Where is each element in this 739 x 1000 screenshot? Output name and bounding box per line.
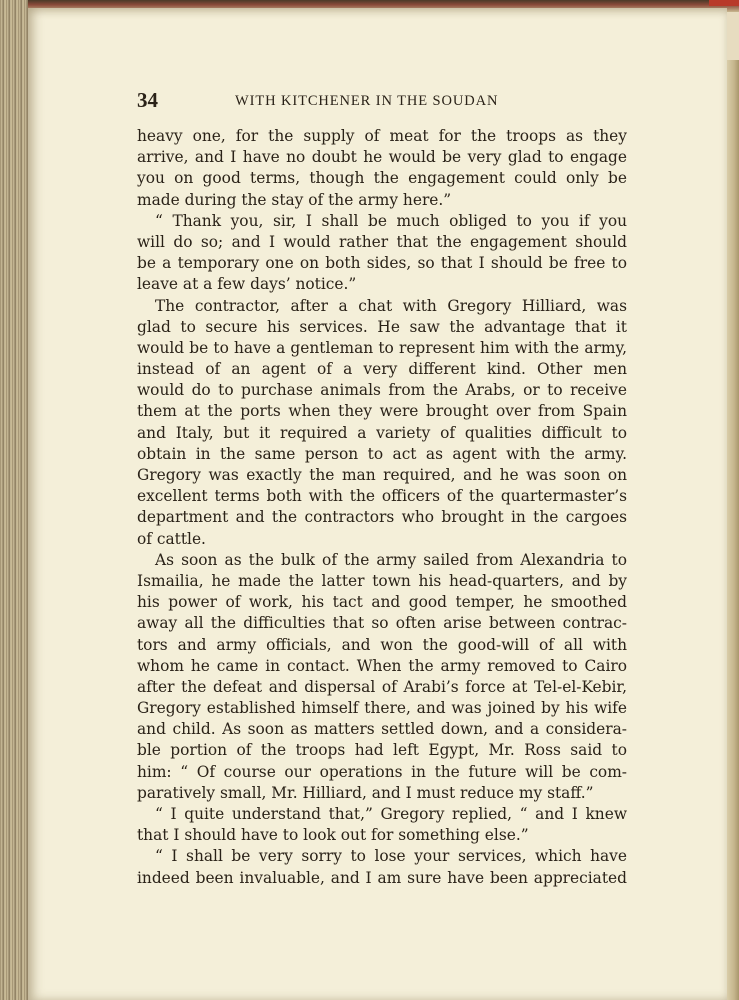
text-line: The contractor, after a chat with Gregory Hilliard, was — [155, 296, 627, 315]
book-right-edge — [727, 60, 739, 1000]
text-line: leave at a few days’ notice.” — [137, 275, 357, 294]
text-line: and child. As soon as matters settled down, and a considera- — [137, 720, 627, 739]
text-line: tors and army officials, and won the good-will of all with — [137, 635, 627, 654]
page-number: 34 — [137, 88, 158, 112]
text-line: made during the stay of the army here.” — [137, 190, 452, 209]
text-line: after the defeat and dispersal of Arabi’s force at Tel-el-Kebir, — [137, 677, 627, 696]
text-line: department and the contractors who brought in the cargoes — [137, 508, 627, 527]
text-line: him: “ Of course our operations in the future will be com- — [137, 762, 627, 781]
text-line: his power of work, his tact and good temper, he smoothed — [137, 593, 627, 612]
text-line: be a temporary one on both sides, so that I should be free to — [137, 254, 627, 273]
text-line: “ Thank you, sir, I shall be much obliged to you if you — [155, 211, 627, 230]
text-line: them at the ports when they were brought over from Spain — [137, 402, 627, 421]
text-line: excellent terms both with the officers of the quartermaster’s — [137, 487, 627, 506]
text-line: “ I quite understand that,” Gregory replied, “ and I knew — [155, 805, 627, 823]
book-page-edges — [0, 0, 28, 1000]
text-line: glad to secure his services. He saw the advantage that it — [137, 317, 627, 336]
text-line: of cattle. — [137, 529, 206, 548]
running-title: WITH KITCHENER IN THE SOUDAN — [235, 93, 499, 109]
text-line: would be to have a gentleman to represent him with the army, — [137, 338, 627, 357]
text-line: would do to purchase animals from the Arabs, or to receive — [137, 381, 627, 400]
body-text — [137, 126, 627, 889]
text-line: arrive, and I have no doubt he would be very glad to engage — [137, 148, 627, 167]
text-line: indeed been invaluable, and I am sure have been appreciated — [137, 868, 627, 887]
text-line: “ I shall be very sorry to lose your services, which have — [155, 847, 627, 866]
text-line: Ismailia, he made the latter town his head-quarters, and by — [137, 571, 627, 590]
page-header — [137, 88, 625, 118]
text-line: instead of an agent of a very different kind. Other men — [137, 360, 627, 379]
text-line: paratively small, Mr. Hilliard, and I must reduce my staff.” — [137, 783, 594, 802]
text-line: obtain in the same person to act as agent with the army. — [137, 444, 627, 463]
book-cover-corner — [709, 0, 739, 6]
text-line: heavy one, for the supply of meat for the troops as they — [137, 127, 627, 145]
text-line: Gregory established himself there, and was joined by his wife — [137, 699, 627, 718]
text-line: and Italy, but it required a variety of qualities difficult to — [137, 423, 627, 442]
text-line: ble portion of the troops had left Egypt, Mr. Ross said to — [137, 741, 627, 760]
text-line: you on good terms, though the engagement could only be — [137, 169, 627, 188]
text-line: will do so; and I would rather that the engagement should — [137, 232, 627, 251]
text-line: that I should have to look out for something else.” — [137, 826, 529, 845]
text-line: whom he came in contact. When the army removed to Cairo — [137, 656, 627, 675]
text-line: away all the difficulties that so often arise between contrac- — [137, 614, 627, 633]
text-line: Gregory was exactly the man required, and he was soon on — [137, 466, 627, 484]
text-line: As soon as the bulk of the army sailed from Alexandria to — [155, 550, 627, 569]
